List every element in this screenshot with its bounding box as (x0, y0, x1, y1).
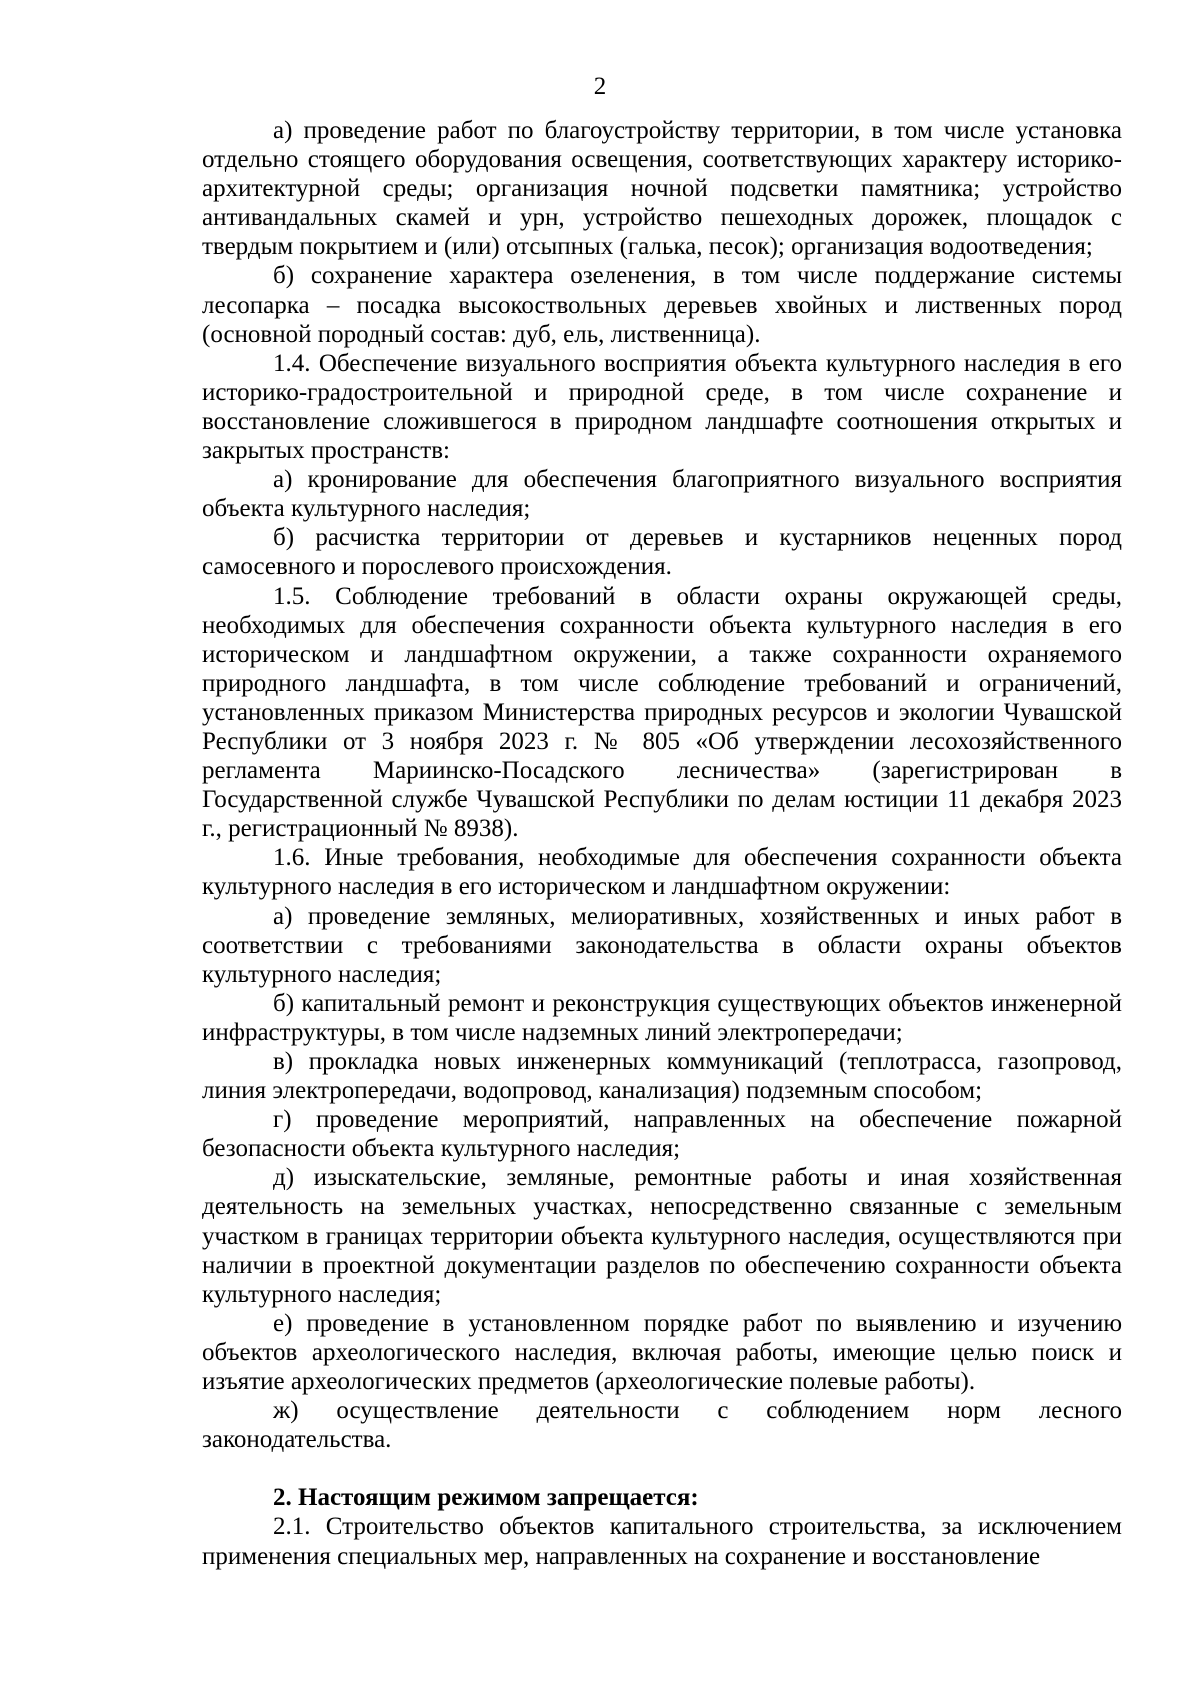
paragraph: е) проведение в установленном порядке работ по выявлению и изучению объектов археологического наследия, включая работы, имеющие целью поиск и изъятие археологических предметов (археологические полевые работы). (202, 1309, 1122, 1396)
paragraph: г) проведение мероприятий, направленных на обеспечение пожарной безопасности объекта культурного наследия; (202, 1106, 1122, 1163)
paragraph: 1.6. Иные требования, необходимые для обеспечения сохранности объекта культурного наследия в его историческом и ландшафтном окружении: (202, 844, 1122, 901)
paragraph: а) кронирование для обеспечения благоприятного визуального восприятия объекта культурного наследия; (202, 466, 1122, 523)
paragraph: а) проведение работ по благоустройству территории, в том числе установка отдельно стоящего оборудования освещения, соответствующих характеру историко-архитектурной среды; организация ночной подсветки памятника; устройство антивандальных скамей и урн, устройство пешеходных дорожек, площадок с твердым покрытием и (или) отсыпных (галька, песок); организация водоотведения; (202, 117, 1122, 261)
paragraph: б) сохранение характера озеленения, в том числе поддержание системы лесопарка – посадка высокоствольных деревьев хвойных и лиственных пород (основной породный состав: дуб, ель, лиственница). (202, 262, 1122, 348)
page-number: 2 (593, 73, 607, 100)
section-heading: 2. Настоящим режимом запрещается: (273, 1484, 699, 1512)
document-body (202, 116, 1122, 1571)
paragraph: д) изыскательские, земляные, ремонтные работы и иная хозяйственная деятельность на земельных участках, непосредственно связанные с земельным участком в границах территории объекта культурного наследия, осуществляются при наличии в проектной документации разделов по обеспечению сохранности объекта культурного наследия; (202, 1164, 1122, 1308)
paragraph: б) капитальный ремонт и реконструкция существующих объектов инженерной инфраструктуры, в том числе надземных линий электропередачи; (202, 989, 1122, 1046)
paragraph: 1.5. Соблюдение требований в области охраны окружающей среды, необходимых для обеспечения сохранности объекта культурного наследия в его историческом и ландшафтном окружении, а также сохранности охраняемого природного ландшафта, в том числе соблюдение требований и ограничений, установленных приказом Министерства природных ресурсов и экологии Чувашской Республики от 3 ноября 2023 г. № 805 «Об утверждении лесохозяйственного регламента Мариинско-Посадского лесничества» (зарегистрирован в Государственной службе Чувашской Республики по делам юстиции 11 декабря 2023 г., регистрационный № 8938). (202, 582, 1122, 843)
paragraph: 2.1. Строительство объектов капитального строительства, за исключением применения специальных мер, направленных на сохранение и восстановление (202, 1513, 1122, 1570)
paragraph: а) проведение земляных, мелиоративных, хозяйственных и иных работ в соответствии с требованиями законодательства в области охраны объектов культурного наследия; (202, 902, 1122, 988)
paragraph: ж) осуществление деятельности с соблюдением норм лесного законодательства. (202, 1397, 1122, 1454)
paragraph: б) расчистка территории от деревьев и кустарников неценных пород самосевного и порослевого происхождения. (202, 524, 1122, 581)
paragraph: в) прокладка новых инженерных коммуникаций (теплотрасса, газопровод, линия электропередачи, водопровод, канализация) подземным способом; (202, 1048, 1122, 1105)
paragraph: 1.4. Обеспечение визуального восприятия объекта культурного наследия в его историко-градостроительной и природной среде, в том числе сохранение и восстановление сложившегося в природном ландшафте соотношения открытых и закрытых пространств: (202, 349, 1122, 465)
